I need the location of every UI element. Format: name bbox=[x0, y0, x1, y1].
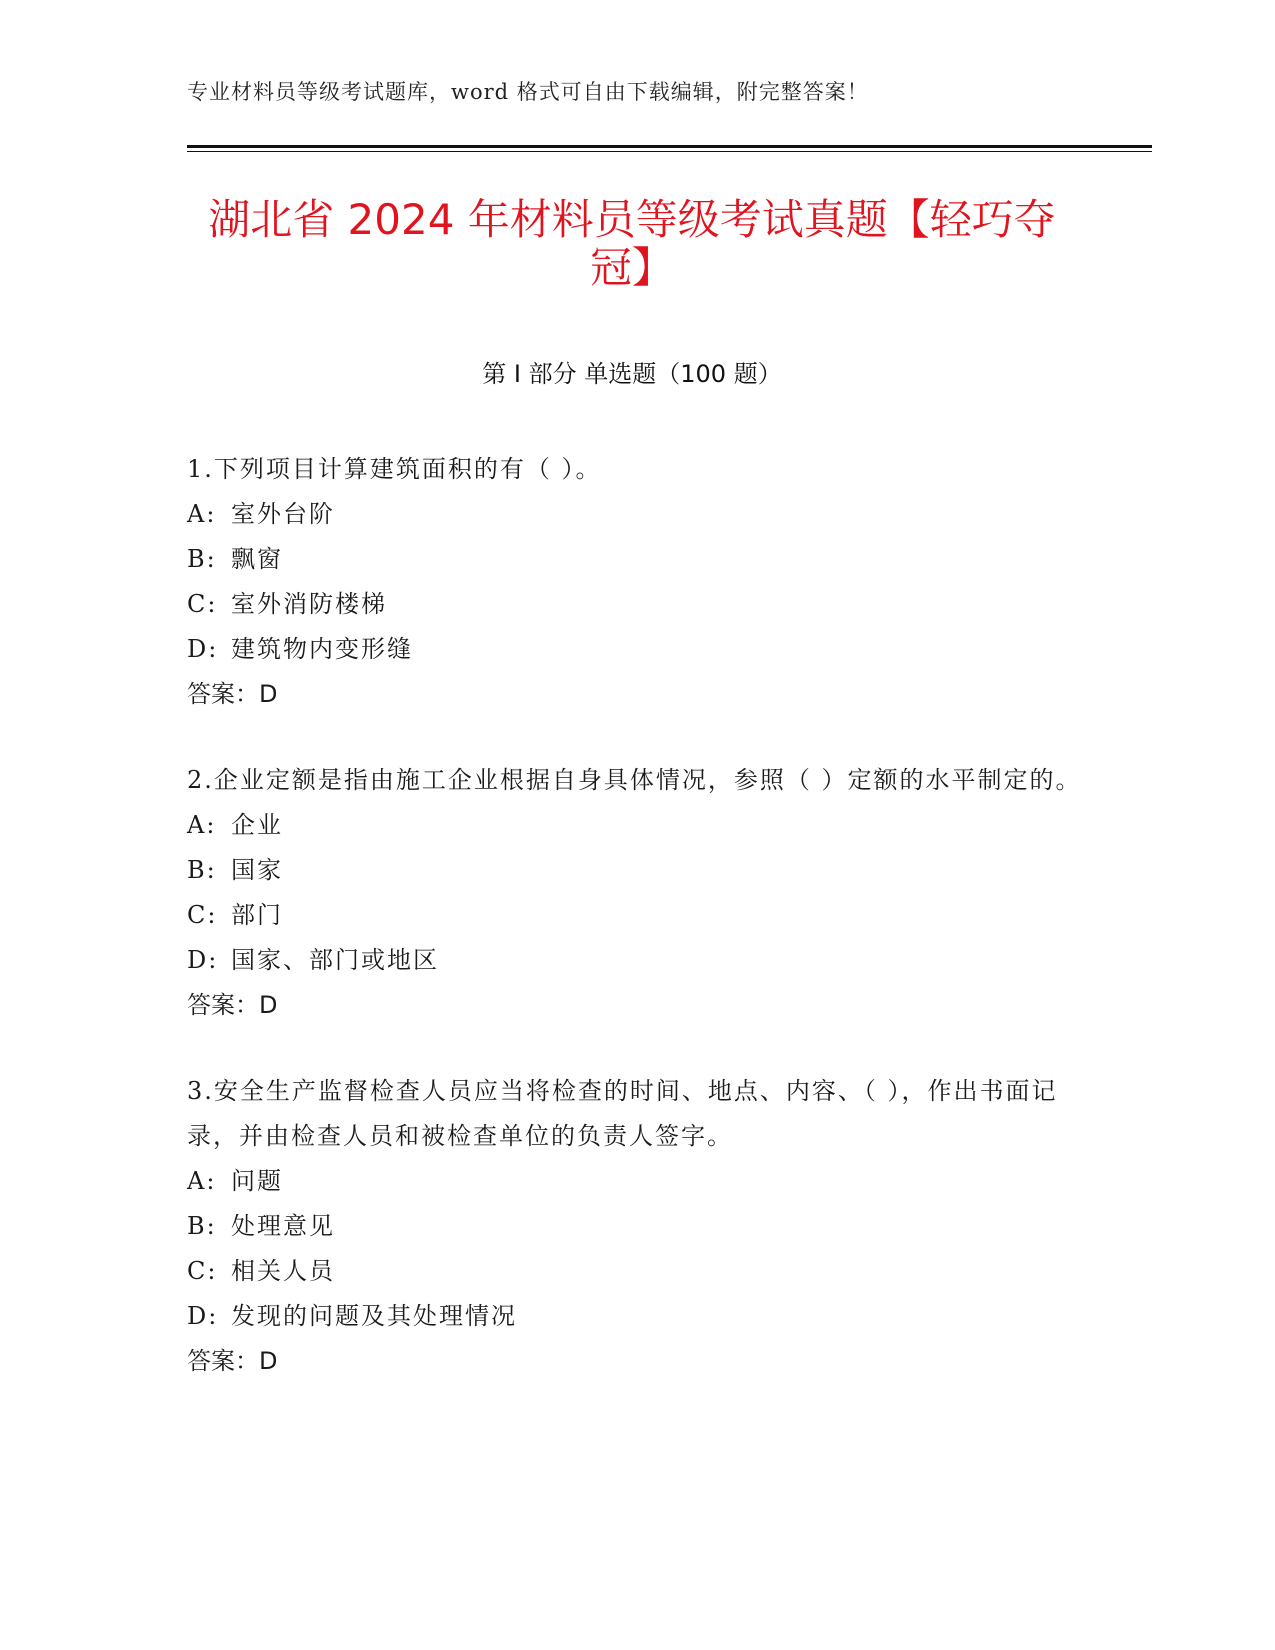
option-letter: C: bbox=[187, 1257, 218, 1285]
document-title: 湖北省 2024 年材料员等级考试真题【轻巧夺冠】 bbox=[208, 195, 1056, 292]
question-stem: 2.企业定额是指由施工企业根据自身具体情况，参照（ ）定额的水平制定的。 bbox=[187, 766, 1082, 794]
answer-line: 答案：D bbox=[187, 991, 278, 1019]
answer-line: 答案：D bbox=[187, 1347, 278, 1375]
option-c bbox=[187, 1249, 1087, 1294]
option-letter: D: bbox=[187, 635, 219, 663]
question-item bbox=[187, 758, 1087, 1028]
option-text: 国家、部门或地区 bbox=[231, 946, 439, 974]
option-letter: B: bbox=[187, 1212, 217, 1240]
option-b bbox=[187, 1204, 1087, 1249]
option-letter: A: bbox=[187, 500, 217, 528]
header-note: 专业材料员等级考试题库，word 格式可自由下载编辑，附完整答案！ bbox=[187, 80, 869, 104]
option-text: 发现的问题及其处理情况 bbox=[231, 1302, 517, 1330]
option-b bbox=[187, 537, 1087, 582]
option-letter: D: bbox=[187, 946, 219, 974]
section-title: 第 I 部分 单选题（100 题） bbox=[482, 360, 782, 388]
option-text: 室外消防楼梯 bbox=[231, 590, 387, 618]
option-letter: C: bbox=[187, 590, 218, 618]
option-a bbox=[187, 803, 1087, 848]
question-item bbox=[187, 447, 1087, 717]
option-c bbox=[187, 582, 1087, 627]
option-letter: C: bbox=[187, 901, 218, 929]
option-c bbox=[187, 893, 1087, 938]
option-letter: A: bbox=[187, 811, 217, 839]
option-text: 建筑物内变形缝 bbox=[231, 635, 413, 663]
option-letter: A: bbox=[187, 1167, 217, 1195]
header-rule-thick bbox=[187, 145, 1152, 148]
question-stem: 1.下列项目计算建筑面积的有（ ）。 bbox=[187, 455, 602, 483]
option-text: 处理意见 bbox=[231, 1212, 335, 1240]
option-text: 企业 bbox=[231, 811, 283, 839]
question-list bbox=[187, 447, 1087, 1425]
option-text: 部门 bbox=[231, 901, 283, 929]
question-stem: 3.安全生产监督检查人员应当将检查的时间、地点、内容、（ ），作出书面记录，并由检查人员和被检查单位的负责人签字。 bbox=[187, 1077, 1058, 1150]
option-d bbox=[187, 627, 1087, 672]
option-letter: B: bbox=[187, 856, 217, 884]
option-text: 问题 bbox=[231, 1167, 283, 1195]
answer-line: 答案：D bbox=[187, 680, 278, 708]
option-b bbox=[187, 848, 1087, 893]
option-letter: B: bbox=[187, 545, 217, 573]
option-text: 国家 bbox=[231, 856, 283, 884]
option-text: 室外台阶 bbox=[231, 500, 335, 528]
option-letter: D: bbox=[187, 1302, 219, 1330]
option-d bbox=[187, 1294, 1087, 1339]
header-rule-thin bbox=[187, 151, 1152, 152]
option-a bbox=[187, 492, 1087, 537]
option-text: 飘窗 bbox=[231, 545, 283, 573]
question-item bbox=[187, 1069, 1087, 1384]
option-d bbox=[187, 938, 1087, 983]
option-a bbox=[187, 1159, 1087, 1204]
option-text: 相关人员 bbox=[231, 1257, 335, 1285]
